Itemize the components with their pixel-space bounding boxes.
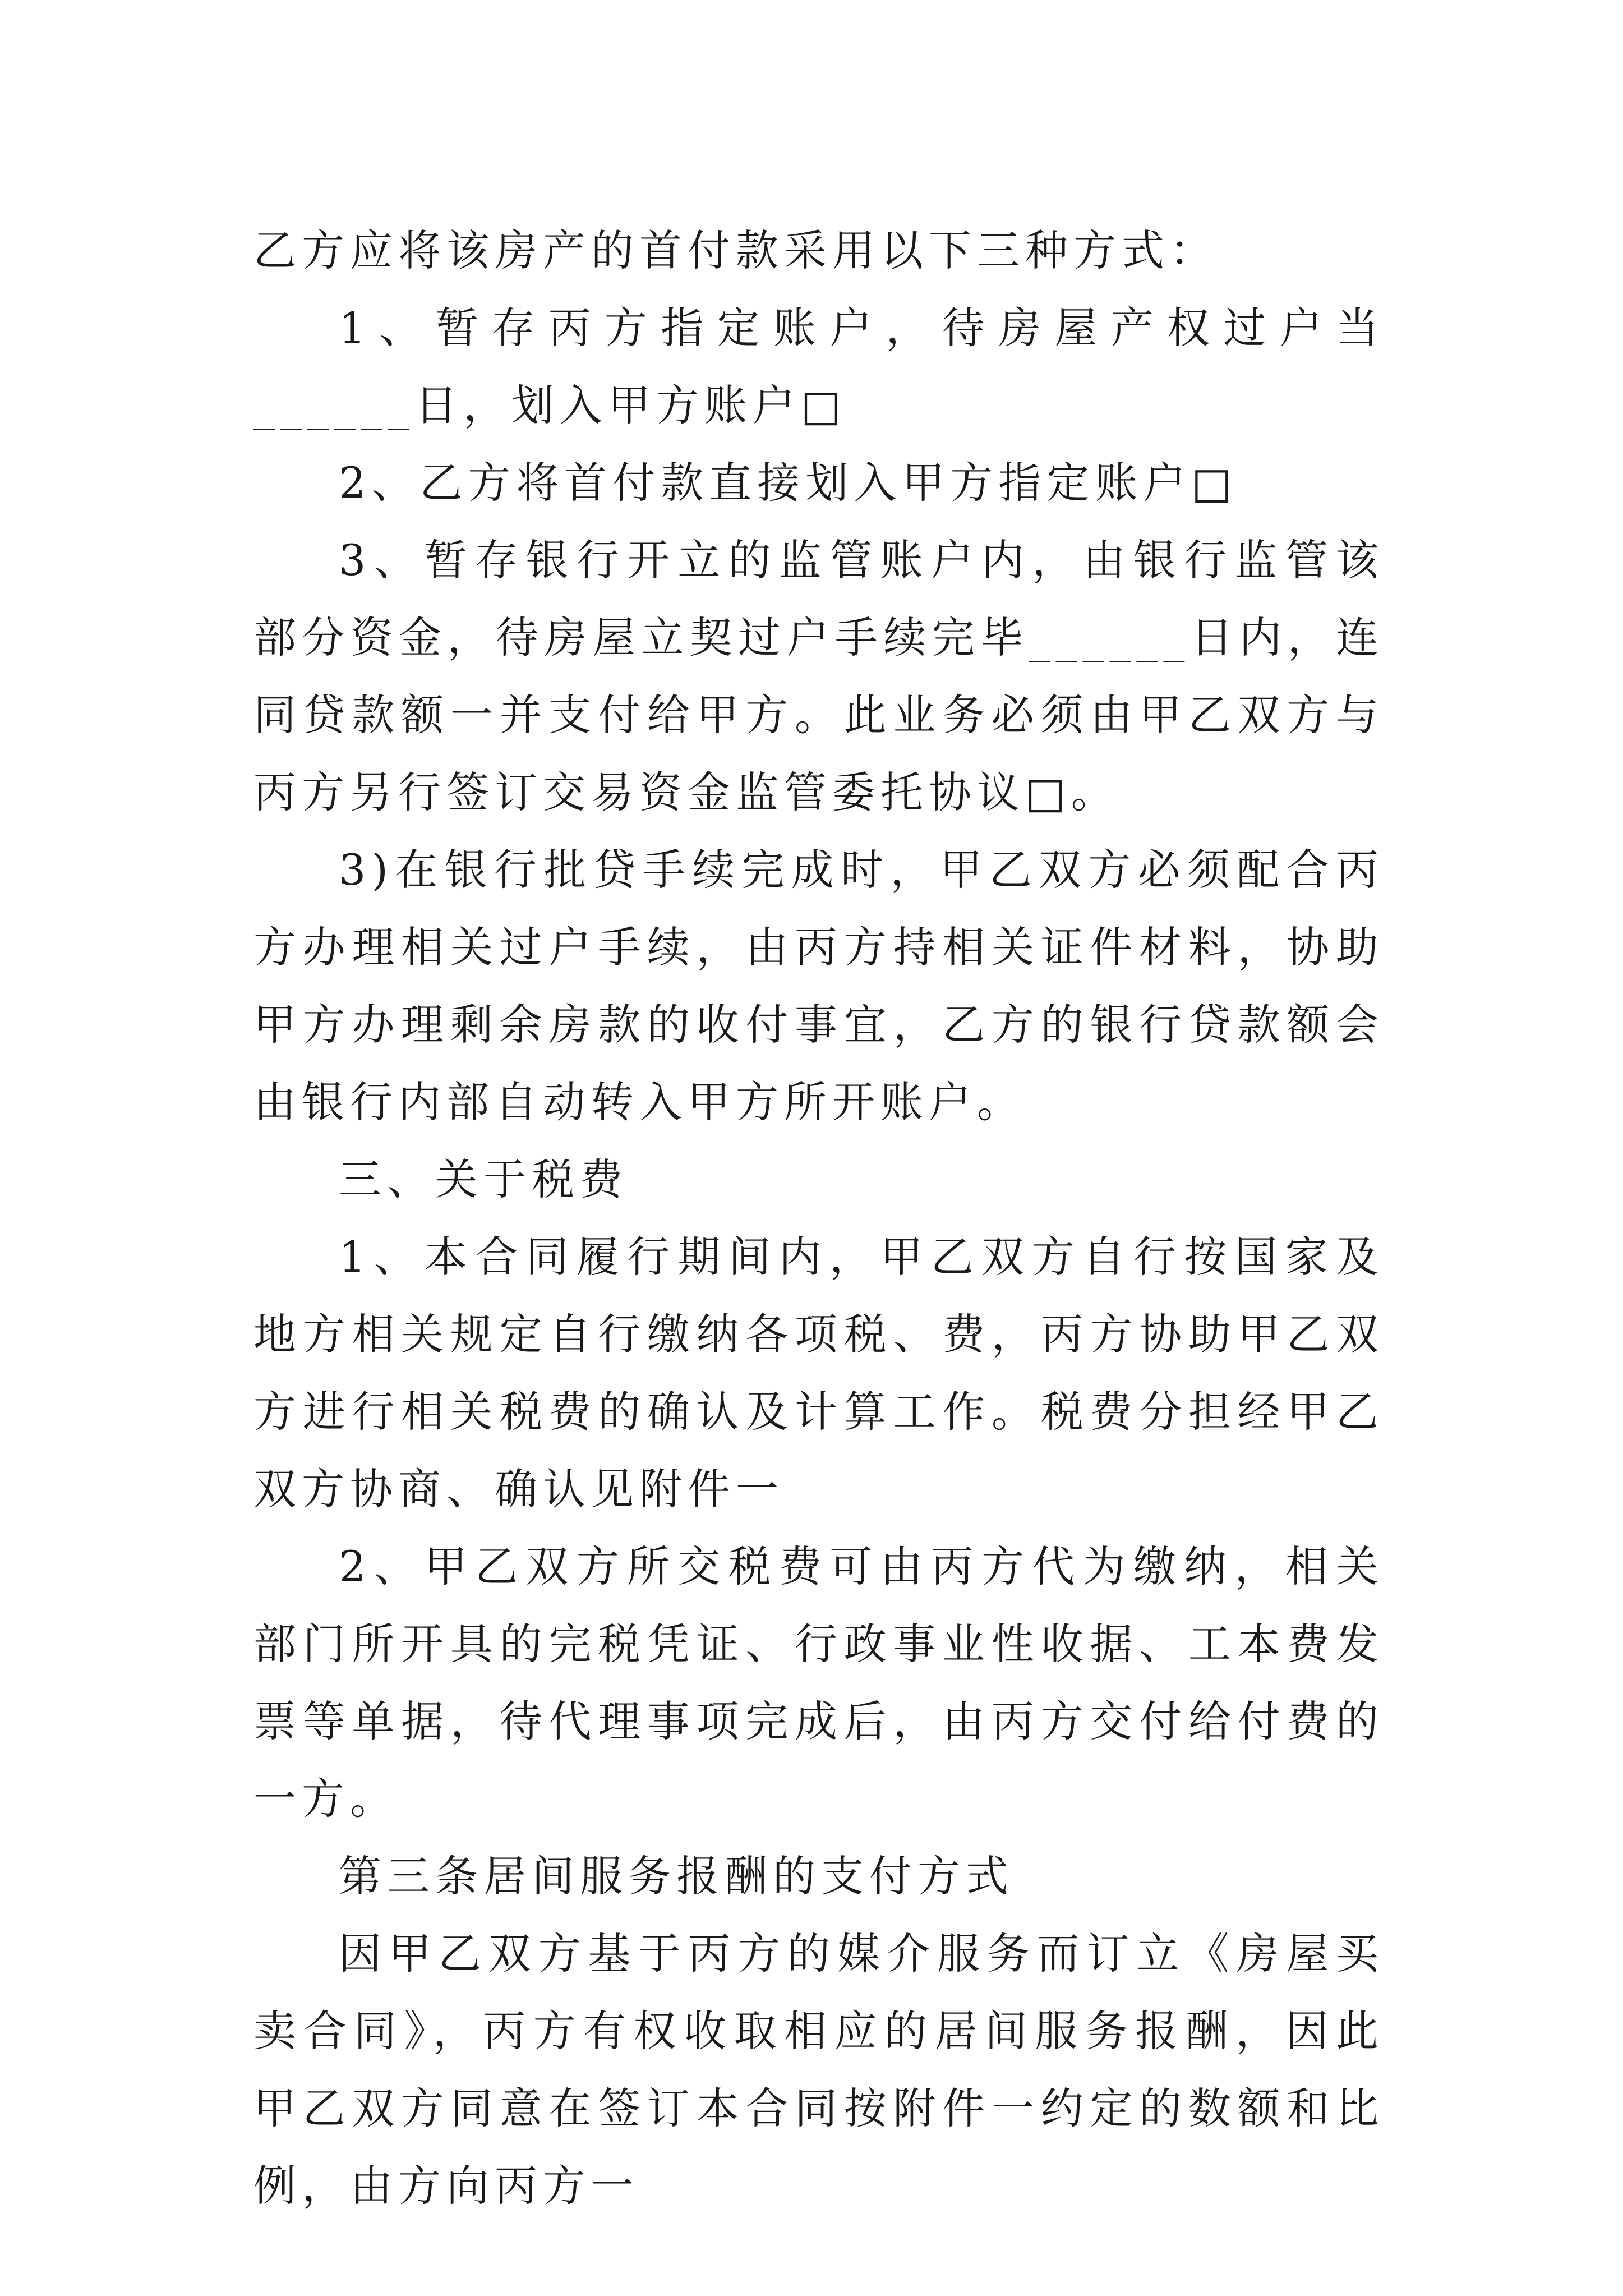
document-body — [253, 212, 1384, 2225]
paragraph-tax-1: 1、本合同履行期间内，甲乙双方自行按国家及地方相关规定自行缴纳各项税、费，丙方协助甲乙双方进行相关税费的确认及计算工作。税费分担经甲乙双方协商、确认见附件一 — [253, 1232, 1384, 1514]
paragraph-loan-transfer: 3)在银行批贷手续完成时，甲乙双方必须配合丙方办理相关过户手续，由丙方持相关证件材料，协助甲方办理剩余房款的收付事宜，乙方的银行贷款额会由银行内部自动转入甲方所开账户。 — [253, 845, 1384, 1127]
paragraph-service-fee: 因甲乙双方基于丙方的媒介服务而订立《房屋买卖合同》，丙方有权收取相应的居间服务报酬，因此甲乙双方同意在签订本合同按附件一约定的数额和比例，由方向丙方一 — [253, 1929, 1384, 2211]
section-heading-taxes: 三、关于税费 — [339, 1154, 628, 1204]
paragraph-option-2: 2、乙方将首付款直接划入甲方指定账户□ — [339, 458, 1238, 508]
article-heading-3: 第三条居间服务报酬的支付方式 — [339, 1851, 1014, 1901]
paragraph-option-3: 3、暂存银行开立的监管账户内，由银行监管该部分资金，待房屋立契过户手续完毕______日内，连同贷款额一并支付给甲方。此业务必须由甲乙双方与丙方另行签订交易资金监管委托协议□。 — [253, 535, 1384, 817]
paragraph-option-1: 1、暂存丙方指定账户，待房屋产权过户当______日，划入甲方账户□ — [253, 303, 1384, 430]
paragraph-tax-2: 2、甲乙双方所交税费可由丙方代为缴纳，相关部门所开具的完税凭证、行政事业性收据、工本费发票等单据，待代理事项完成后，由丙方交付给付费的一方。 — [253, 1542, 1384, 1824]
paragraph-payment-methods-intro: 乙方应将该房产的首付款采用以下三种方式： — [253, 226, 1218, 275]
